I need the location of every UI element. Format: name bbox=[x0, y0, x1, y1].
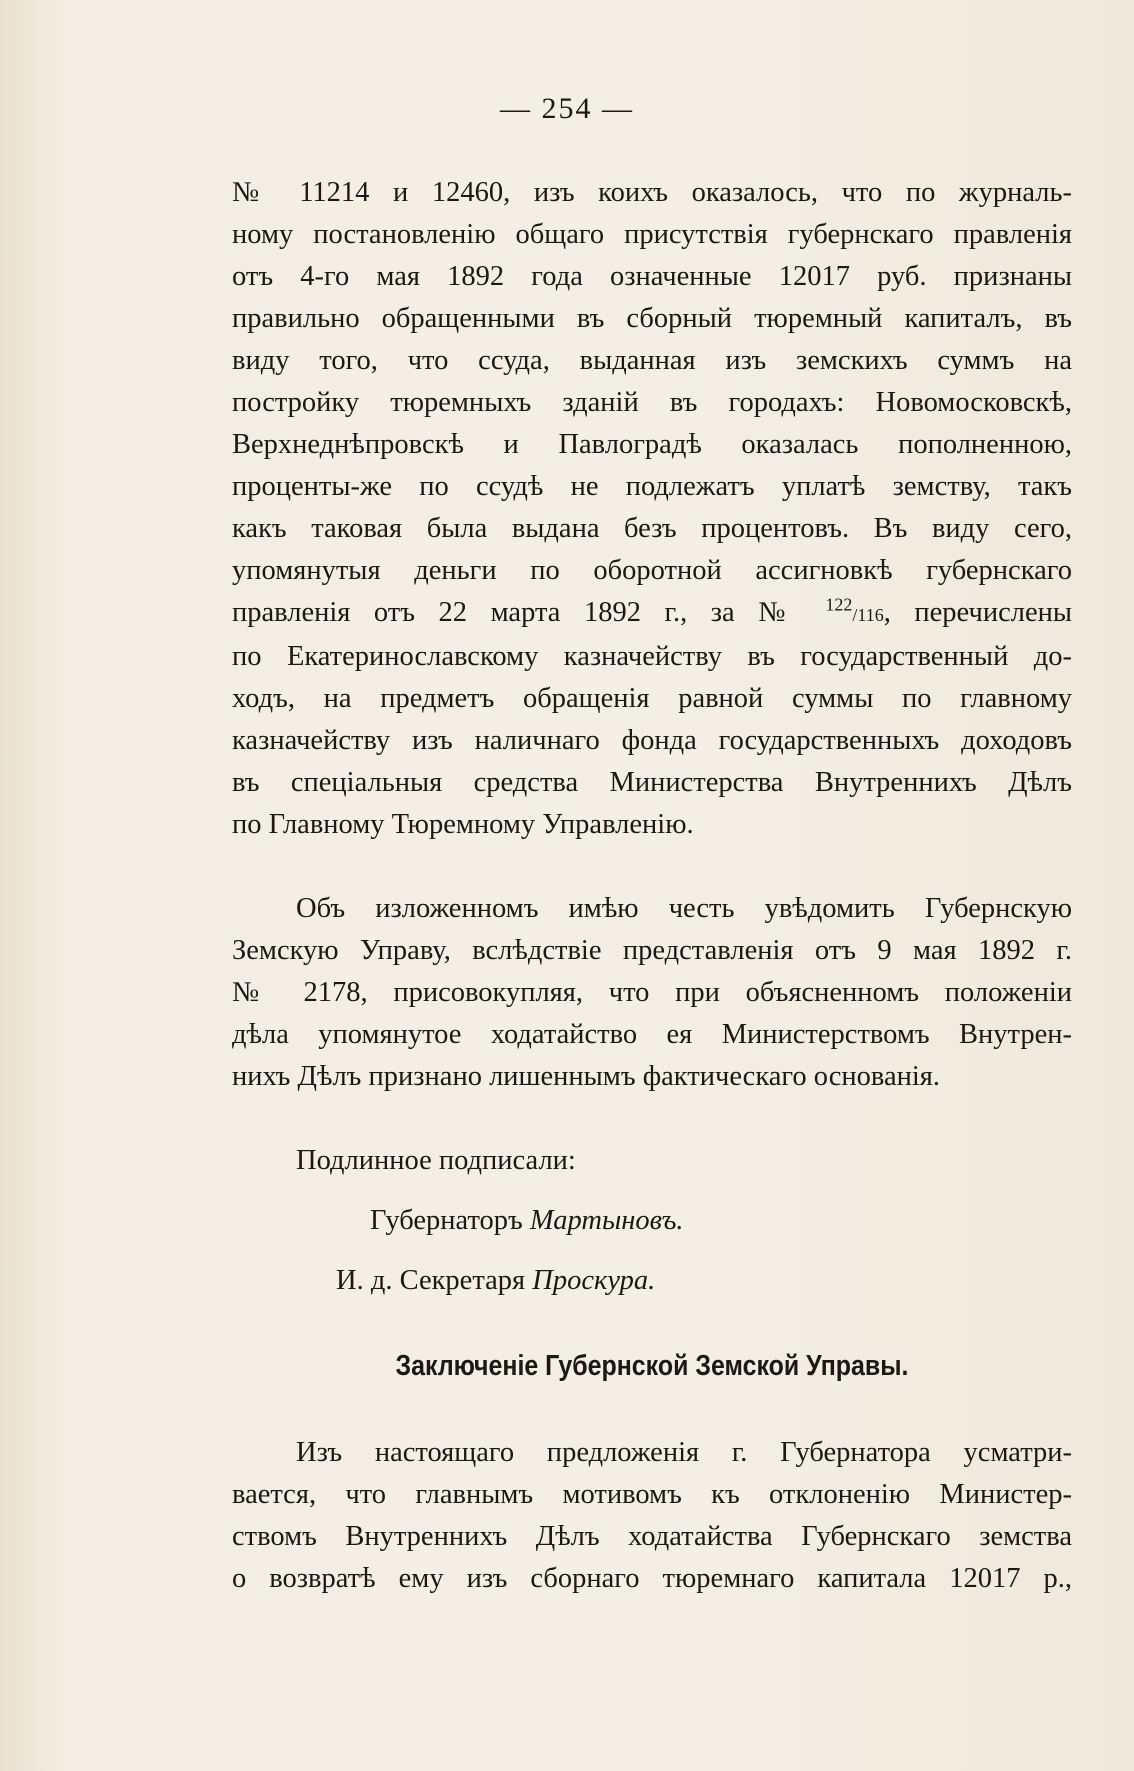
text-line: ходъ, на предметъ обращенія равной суммы по главному bbox=[232, 683, 1072, 714]
text-line: отъ 4-го мая 1892 года означенные 12017 руб. признаны bbox=[232, 261, 1072, 292]
text-line: проценты-же по ссудѣ не подлежатъ уплатѣ земству, такъ bbox=[232, 471, 1072, 502]
page-number: — 254 — bbox=[500, 92, 634, 125]
text-line: виду того, что ссуда, выданная изъ земскихъ суммъ на bbox=[232, 345, 1072, 376]
text-line: упомянутыя деньги по оборотной ассигновкѣ губернскаго bbox=[232, 555, 1072, 586]
text-line: ствомъ Внутреннихъ Дѣлъ ходатайства Губернскаго земства bbox=[232, 1521, 1072, 1552]
text-line: по Главному Тюремному Управленію. bbox=[232, 809, 694, 840]
signatures-intro: Подлинное подписали: bbox=[296, 1145, 576, 1176]
text-line: вается, что главнымъ мотивомъ къ отклоненію Министер- bbox=[232, 1479, 1072, 1510]
governor-name: Мартыновъ. bbox=[529, 1205, 684, 1236]
paragraph-3 bbox=[232, 1432, 1072, 1600]
secretary-name: Проскура. bbox=[532, 1265, 656, 1296]
governor-signature bbox=[370, 1200, 684, 1242]
text-line: Объ изложенномъ имѣю честь увѣдомить Губернскую bbox=[296, 893, 1072, 924]
secretary-title: И. д. Секретаря bbox=[336, 1265, 526, 1296]
text-line: № 2178, присовокупляя, что при объясненномъ положеніи bbox=[232, 977, 1072, 1008]
text-line: № 11214 и 12460, изъ коихъ оказалось, что по журналь- bbox=[232, 177, 1072, 208]
text-line: о возвратѣ ему изъ сборнаго тюремнаго капитала 12017 р., bbox=[232, 1563, 1072, 1594]
text-line: дѣла упомянутое ходатайство ея Министерствомъ Внутрен- bbox=[232, 1019, 1072, 1050]
fraction-denominator: /116 bbox=[852, 605, 884, 625]
fraction-prefix: правленія отъ 22 марта 1892 г., за № bbox=[232, 597, 802, 628]
fraction-suffix: , перечислены bbox=[883, 597, 1073, 628]
text-line: Верхнеднѣпровскѣ и Павлоградѣ оказалась пополненною, bbox=[232, 429, 1072, 460]
text-line: постройку тюремныхъ зданій въ городахъ: Новомосковскѣ, bbox=[232, 387, 1072, 418]
text-line: Земскую Управу, вслѣдствіе представленія отъ 9 мая 1892 г. bbox=[232, 935, 1072, 966]
text-line: правильно обращенными въ сборный тюремный капиталъ, въ bbox=[232, 303, 1072, 334]
fraction-numerator: 122 bbox=[825, 594, 853, 615]
section-heading: Заключеніе Губернской Земской Управы. bbox=[395, 1350, 909, 1382]
paragraph-1 bbox=[232, 172, 1072, 846]
paragraph-2 bbox=[232, 888, 1072, 1098]
text-line: въ спеціальныя средства Министерства Внутреннихъ Дѣлъ bbox=[232, 767, 1072, 798]
text-line: нихъ Дѣлъ признано лишеннымъ фактическаго основанія. bbox=[232, 1061, 940, 1092]
text-line: казначейству изъ наличнаго фонда государственныхъ доходовъ bbox=[232, 725, 1072, 756]
governor-title: Губернаторъ bbox=[370, 1205, 523, 1236]
text-line: Изъ настоящаго предложенія г. Губернатора усматри- bbox=[296, 1437, 1072, 1468]
secretary-signature bbox=[336, 1260, 655, 1302]
text-line: ному постановленію общаго присутствія губернскаго правленія bbox=[232, 219, 1072, 250]
text-line-with-fraction bbox=[232, 592, 1072, 636]
text-line: какъ таковая была выдана безъ процентовъ. Въ виду сего, bbox=[232, 513, 1072, 544]
text-line: по Екатеринославскому казначейству въ государственный до- bbox=[232, 641, 1072, 672]
